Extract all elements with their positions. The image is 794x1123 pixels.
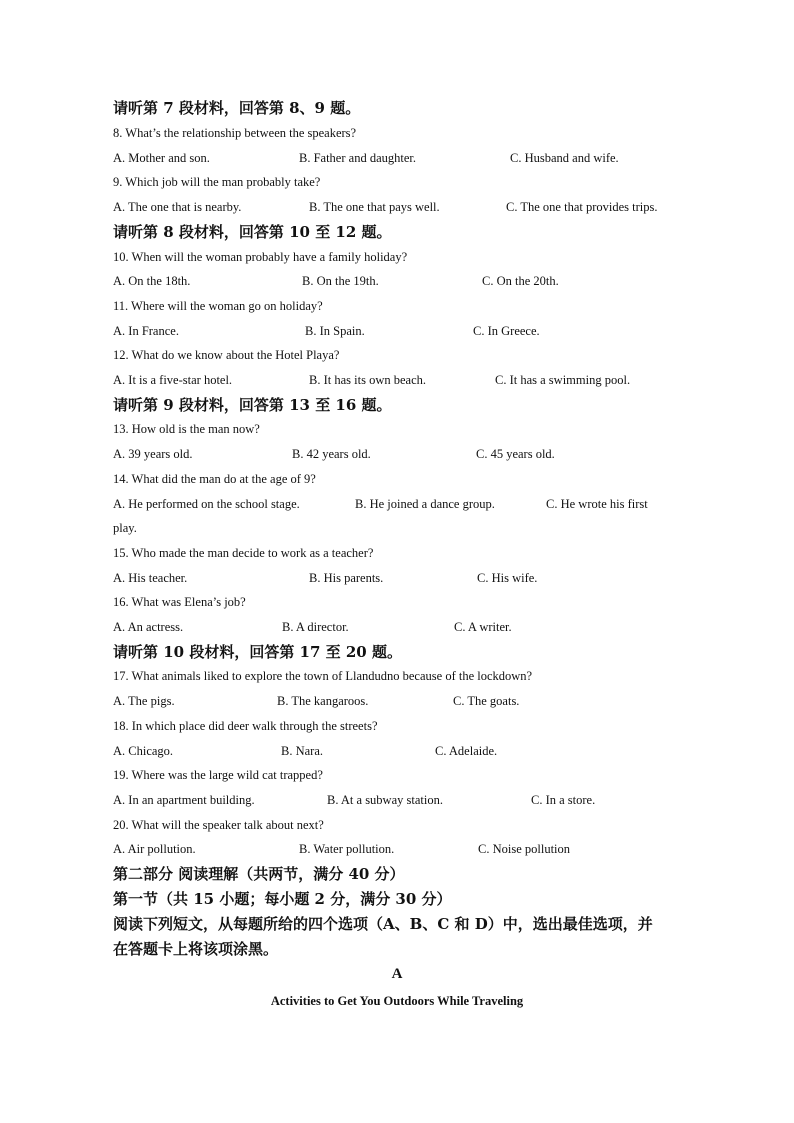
question-14: 14. What did the man do at the age of 9? xyxy=(113,472,316,486)
question-19: 19. Where was the large wild cat trapped? xyxy=(113,768,323,782)
option-18b: B. Nara. xyxy=(281,744,323,758)
option-10b: B. On the 19th. xyxy=(302,274,379,288)
option-20c: C. Noise pollution xyxy=(478,842,571,856)
option-19b: B. At a subway station. xyxy=(327,793,443,807)
option-11c: C. In Greece. xyxy=(473,324,540,338)
option-12b: B. It has its own beach. xyxy=(309,373,426,387)
option-15c: C. His wife. xyxy=(477,571,538,585)
question-17: 17. What animals liked to explore the town of Llandudno because of the lockdown? xyxy=(113,669,533,683)
section-one-heading: 第一节（共 15 小题；每小题 2 分，满分 30 分） xyxy=(113,890,452,908)
option-14c: C. He wrote his first xyxy=(546,497,648,511)
option-14b: B. He joined a dance group. xyxy=(355,497,495,511)
option-10c: C. On the 20th. xyxy=(482,274,559,288)
option-8b: B. Father and daughter. xyxy=(299,151,416,165)
instructions-line-2: 在答题卡上将该项涂黑。 xyxy=(113,940,279,958)
question-16: 16. What was Elena’s job? xyxy=(113,595,246,609)
option-19c: C. In a store. xyxy=(531,793,596,807)
option-12a: A. It is a five-star hotel. xyxy=(113,373,233,387)
option-17a: A. The pigs. xyxy=(113,694,175,708)
option-15a: A. His teacher. xyxy=(113,571,188,585)
instructions-line-1: 阅读下列短文，从每题所给的四个选项（A、B、C 和 D）中，选出最佳选项，并 xyxy=(113,915,653,933)
question-9: 9. Which job will the man probably take? xyxy=(113,175,321,189)
option-9b: B. The one that pays well. xyxy=(309,200,440,214)
option-15b: B. His parents. xyxy=(309,571,384,585)
option-11b: B. In Spain. xyxy=(305,324,365,338)
section-heading-9: 请听第 9 段材料，回答第 13 至 16 题。 xyxy=(113,396,392,414)
question-12: 12. What do we know about the Hotel Playa? xyxy=(113,348,340,362)
option-17b: B. The kangaroos. xyxy=(277,694,369,708)
question-10: 10. When will the woman probably have a family holiday? xyxy=(113,250,408,264)
option-17c: C. The goats. xyxy=(453,694,520,708)
option-20a: A. Air pollution. xyxy=(113,842,196,856)
option-18a: A. Chicago. xyxy=(113,744,174,758)
option-8c: C. Husband and wife. xyxy=(510,151,619,165)
section-heading-10: 请听第 10 段材料，回答第 17 至 20 题。 xyxy=(113,643,402,661)
option-20b: B. Water pollution. xyxy=(299,842,395,856)
option-8a: A. Mother and son. xyxy=(113,151,210,165)
passage-letter: A xyxy=(391,966,403,982)
part-two-heading: 第二部分 阅读理解（共两节，满分 40 分） xyxy=(113,865,405,883)
option-16a: A. An actress. xyxy=(113,620,184,634)
option-14c-continued: play. xyxy=(113,521,137,535)
question-15: 15. Who made the man decide to work as a teacher? xyxy=(113,546,374,560)
question-20: 20. What will the speaker talk about next? xyxy=(113,818,324,832)
passage-title: Activities to Get You Outdoors While Traveling xyxy=(270,994,524,1008)
question-18: 18. In which place did deer walk through the streets? xyxy=(113,719,378,733)
question-11: 11. Where will the woman go on holiday? xyxy=(113,299,323,313)
question-8: 8. What’s the relationship between the speakers? xyxy=(113,126,357,140)
option-12c: C. It has a swimming pool. xyxy=(495,373,631,387)
section-heading-8: 请听第 8 段材料，回答第 10 至 12 题。 xyxy=(113,223,392,241)
option-13c: C. 45 years old. xyxy=(476,447,555,461)
option-9c: C. The one that provides trips. xyxy=(506,200,658,214)
option-19a: A. In an apartment building. xyxy=(113,793,255,807)
option-18c: C. Adelaide. xyxy=(435,744,498,758)
option-11a: A. In France. xyxy=(113,324,179,338)
option-9a: A. The one that is nearby. xyxy=(113,200,242,214)
option-13a: A. 39 years old. xyxy=(113,447,193,461)
option-10a: A. On the 18th. xyxy=(113,274,191,288)
option-14a: A. He performed on the school stage. xyxy=(113,497,300,511)
option-16c: C. A writer. xyxy=(454,620,512,634)
question-13: 13. How old is the man now? xyxy=(113,422,260,436)
section-heading-7: 请听第 7 段材料，回答第 8、9 题。 xyxy=(113,99,361,117)
option-16b: B. A director. xyxy=(282,620,349,634)
option-13b: B. 42 years old. xyxy=(292,447,371,461)
